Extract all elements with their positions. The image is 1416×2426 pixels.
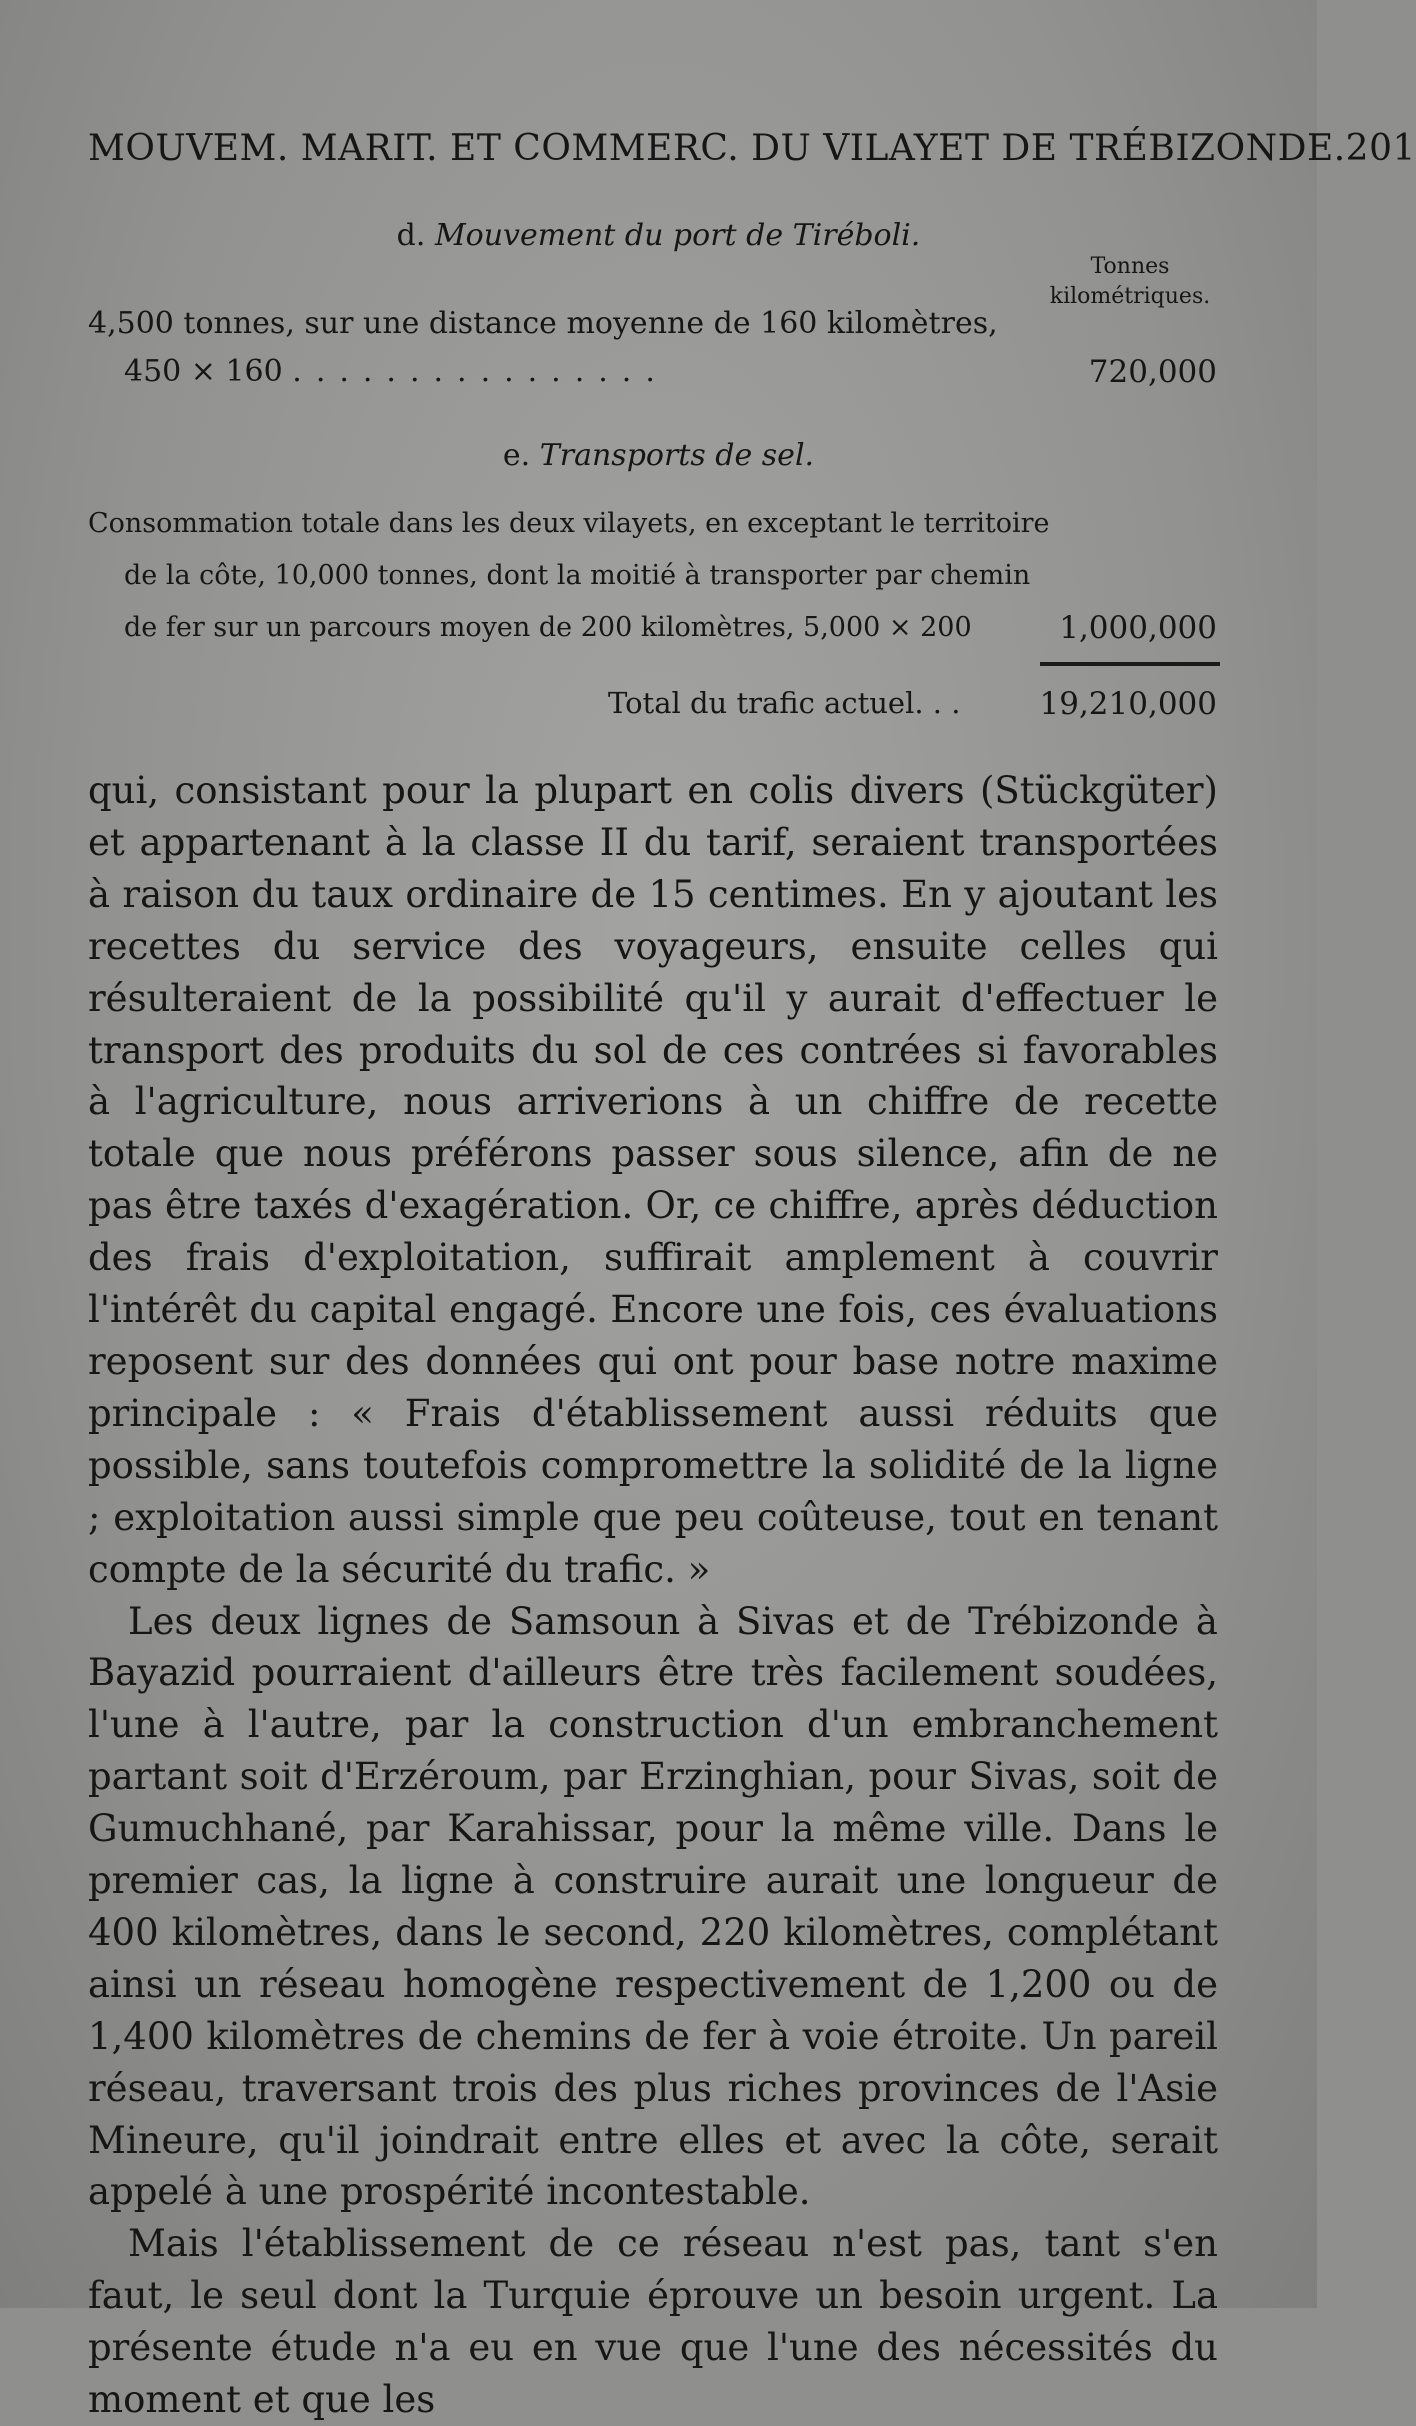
header-title: MOUVEM. MARIT. ET COMMERC. DU VILAYET DE TRÉBIZONDE.	[88, 128, 1346, 169]
paragraph-2: Les deux lignes de Samsoun à Sivas et de Trébizonde à Bayazid pourraient d'ailleurs être très facilement soudées, l'une à l'autre, par la construction d'un embranchement partant soit d'Erzéroum, par Erzinghian, pour Sivas, soit de Gumuchhané, par Karahissar, pour la même ville. Dans le premier cas, la ligne à construire aurait une longueur de 400 kilomètres, dans le second, 220 kilomètres, complétant ainsi un réseau homogène respectivement de 1,200 ou de 1,400 kilomètres de chemins de fer à voie étroite. Un pareil réseau, traversant trois des plus riches provinces de l'Asie Mineure, qu'il joindrait entre elles et avec la côte, serait appelé à une prospérité incontestable.	[88, 1599, 1218, 2214]
section-d-line-1: 4,500 tonnes, sur une distance moyenne de 160 kilomètres,	[88, 306, 998, 341]
paragraph-3: Mais l'établissement de ce réseau n'est pas, tant s'en faut, le seul dont la Turquie éprouve un besoin urgent. La présente étude n'a eu en vue que l'une des nécessités du moment et que les	[88, 2222, 1218, 2422]
total-rule	[1040, 662, 1220, 666]
section-d-line-2	[124, 354, 669, 389]
body-text	[88, 765, 1218, 2426]
unit-heading: Tonnes kilométriques.	[1049, 254, 1211, 309]
section-e-amount: 1,000,000	[1059, 610, 1217, 646]
section-e-title: Transports de sel.	[539, 438, 815, 473]
running-header	[88, 128, 1416, 169]
section-e-line-1: Consommation totale dans les deux vilayets, en exceptant le territoire	[88, 508, 1050, 539]
section-d-amount: 720,000	[1088, 354, 1217, 390]
total-label: Total du trafic actuel. . .	[608, 686, 961, 720]
section-e-caption	[0, 438, 1317, 473]
section-d-caption	[0, 218, 1317, 253]
total-amount: 19,210,000	[1039, 686, 1217, 722]
section-e-line-2: de la côte, 10,000 tonnes, dont la moitié à transporter par chemin	[124, 560, 1031, 591]
section-e-letter: e.	[502, 438, 531, 473]
section-d-formula: 450 × 160	[124, 354, 283, 389]
page-number: 201	[1345, 128, 1416, 169]
section-d-title: Mouvement du port de Tiréboli.	[434, 218, 921, 253]
section-d-letter: d.	[396, 218, 426, 253]
paragraph-1: qui, consistant pour la plupart en colis divers (Stückgüter) et appartenant à la classe II du tarif, seraient transportées à raison du taux ordinaire de 15 centimes. En y ajoutant les recettes du service des voyageurs, ensuite celles qui résulteraient de la possibilité qu'il y aurait d'effectuer le transport des produits du sol de ces contrées si favorables à l'agriculture, nous arriverions à un chiffre de recette totale que nous préférons passer sous silence, afin de ne pas être taxés d'exagération. Or, ce chiffre, après déduction des frais d'exploitation, suffirait amplement à couvrir l'intérêt du capital engagé. Encore une fois, ces évaluations reposent sur des données qui ont pour base notre maxime principale : « Frais d'établissement aussi réduits que possible, sans toutefois compromettre la solidité de la ligne ; exploitation aussi simple que peu coûteuse, tout en tenant compte de la sécurité du trafic. »	[88, 769, 1218, 1591]
leader-dots: ................	[292, 354, 669, 389]
section-e-line-3: de fer sur un parcours moyen de 200 kilomètres, 5,000 × 200	[124, 612, 972, 643]
